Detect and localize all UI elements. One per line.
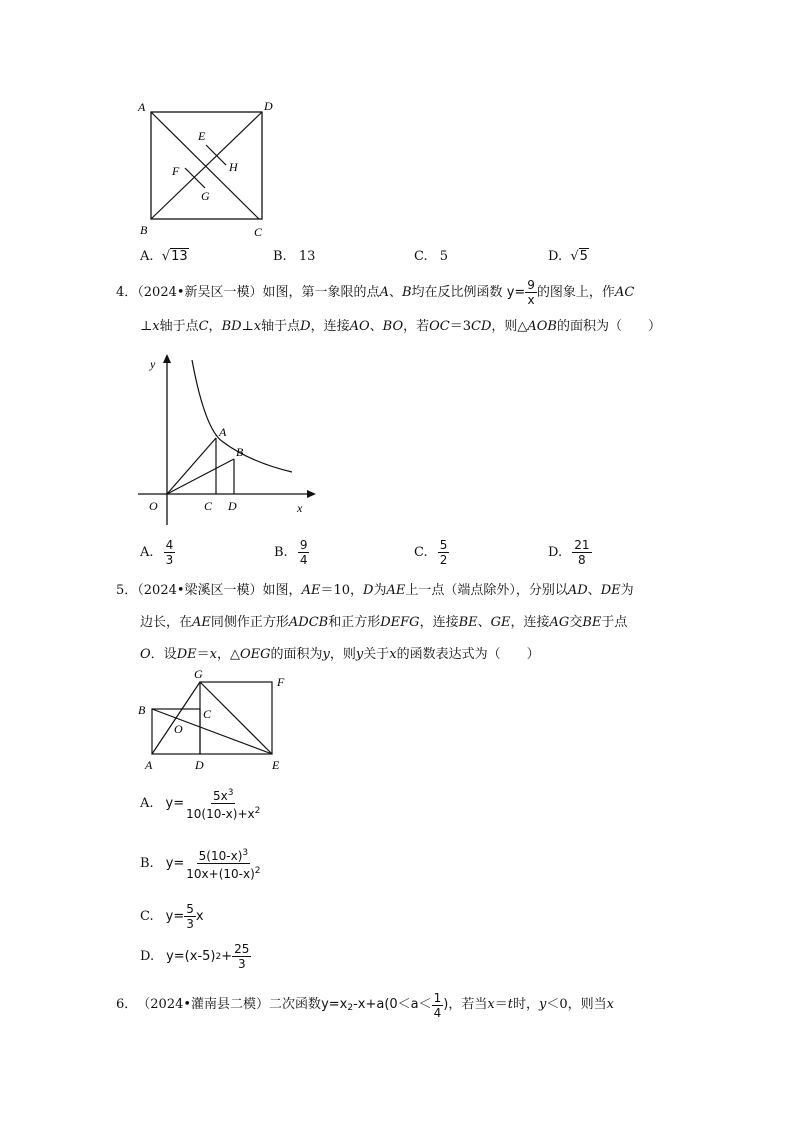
q5-option-b-den-exp: 2 bbox=[254, 866, 261, 876]
q5-var: GE bbox=[490, 615, 511, 630]
q3-label-g: G bbox=[201, 189, 210, 203]
q5-text: 交 bbox=[569, 615, 583, 630]
q6-function-exp: 2 bbox=[347, 1003, 354, 1013]
q5-option-d-frac bbox=[232, 942, 251, 971]
q5-option-a-lhs: y= bbox=[165, 796, 185, 811]
q5-var: O bbox=[140, 647, 151, 662]
q6-var: x bbox=[606, 997, 614, 1012]
q4-text: ⊥ bbox=[140, 319, 153, 334]
q4-text: 轴于点 bbox=[261, 319, 301, 334]
q5-var: OEG bbox=[239, 647, 271, 662]
q4-text: ， bbox=[208, 319, 222, 334]
q4-text: 、 bbox=[369, 319, 383, 334]
q3-option-d[interactable] bbox=[548, 249, 589, 264]
q5-text: 为 bbox=[620, 583, 634, 598]
q4-text: ⊥ bbox=[241, 319, 254, 334]
q5-text: 的面积为 bbox=[270, 647, 323, 662]
q5-text: ，则 bbox=[329, 647, 356, 662]
q5-var: DEFG bbox=[380, 615, 420, 630]
q5-label-o: O bbox=[174, 722, 183, 736]
q4-function-num: 9 bbox=[527, 278, 535, 292]
q5-text: 的函数表达式为（ ） bbox=[396, 647, 540, 662]
q4-text: 轴于点 bbox=[159, 319, 199, 334]
q4-option-c-num: 5 bbox=[439, 538, 448, 552]
q4-option-d-num: 21 bbox=[574, 538, 590, 552]
q4-text: 如图，第一象限的点 bbox=[262, 285, 380, 300]
q4-text: 的面积为（ ） bbox=[557, 319, 662, 334]
q4-text: ，若 bbox=[403, 319, 430, 334]
q3-label-h: H bbox=[229, 160, 238, 174]
q5-var: x bbox=[389, 647, 397, 662]
q4-label-o: O bbox=[149, 499, 158, 513]
q3-figure bbox=[130, 95, 290, 240]
q3-option-b-text: 13 bbox=[298, 249, 316, 264]
q6-var: x bbox=[487, 997, 495, 1012]
q4-text: ＝3 bbox=[449, 319, 472, 334]
q5-option-b-num-text: 5(10-x) bbox=[198, 849, 243, 863]
q5-option-c-frac bbox=[184, 902, 196, 931]
q4-var: C bbox=[198, 319, 209, 334]
q5-option-d-num: 25 bbox=[234, 942, 250, 956]
q4-var: B bbox=[401, 285, 412, 300]
q5-option-d[interactable] bbox=[140, 942, 251, 971]
q4-text: ，连接 bbox=[310, 319, 350, 334]
q3-option-d-sqrt: √5 bbox=[566, 249, 588, 264]
q5-text: 如图， bbox=[262, 583, 302, 598]
q5-option-b-lhs: y= bbox=[165, 856, 185, 871]
q4-var: A bbox=[379, 285, 389, 300]
q5-option-a-den-exp: 2 bbox=[254, 806, 261, 816]
q3-label-a: A bbox=[138, 100, 146, 114]
q4-line-1 bbox=[116, 276, 656, 310]
q5-option-b-num bbox=[197, 846, 250, 864]
q4-option-c-letter: C. bbox=[414, 545, 428, 560]
q5-text: 同侧作正方形 bbox=[210, 615, 289, 630]
q4-function-den: x bbox=[527, 293, 535, 307]
q5-text: ，连接 bbox=[510, 615, 550, 630]
q5-figure bbox=[132, 665, 302, 775]
q5-label-e: E bbox=[272, 758, 280, 772]
q6-function-num: 1 bbox=[433, 990, 442, 1005]
q4-option-a-letter: A. bbox=[140, 545, 154, 560]
q5-label-c: C bbox=[203, 707, 212, 721]
q5-label-g: G bbox=[194, 667, 203, 681]
q6-source: （2024•灌南县二模） bbox=[137, 997, 270, 1012]
q4-text: 、 bbox=[388, 285, 402, 300]
q5-var: DE bbox=[600, 583, 621, 598]
q5-option-b-den-text: 10x+(10-x) bbox=[186, 867, 255, 881]
q3-line-f-g bbox=[185, 168, 205, 188]
q5-option-b-letter: B. bbox=[140, 856, 154, 871]
q5-var: y bbox=[355, 647, 364, 662]
q5-option-c-letter: C. bbox=[140, 909, 154, 924]
q5-option-a-den-text: 10(10-x)+x bbox=[186, 807, 255, 821]
q5-option-d-den: 3 bbox=[237, 957, 246, 971]
q5-label-d: D bbox=[195, 758, 204, 772]
q3-option-c-text: 5 bbox=[439, 249, 449, 264]
q4-function-lhs: y= bbox=[506, 285, 526, 300]
q5-text: ．设 bbox=[150, 647, 177, 662]
q5-option-a-letter: A. bbox=[140, 796, 154, 811]
q5-option-b[interactable] bbox=[140, 846, 263, 881]
q4-var: BO bbox=[382, 319, 404, 334]
q5-option-c-den: 3 bbox=[186, 917, 194, 931]
q4-option-b-num: 9 bbox=[299, 538, 308, 552]
q3-label-b: B bbox=[140, 223, 148, 237]
q5-option-c-tail: x bbox=[195, 909, 204, 924]
q6-text: ＜0，则当 bbox=[546, 997, 607, 1012]
q5-label-b: B bbox=[138, 703, 146, 717]
q5-var: AE bbox=[386, 583, 406, 598]
q3-option-d-radicand: 5 bbox=[579, 249, 588, 264]
q6-function-part: ) bbox=[443, 997, 449, 1012]
q5-option-d-lhs: y=(x-5) bbox=[166, 949, 216, 964]
q5-var: ADCB bbox=[288, 615, 329, 630]
q4-label-x: x bbox=[297, 501, 303, 515]
q5-label-f: F bbox=[277, 675, 285, 689]
q4-label-d: D bbox=[228, 499, 237, 513]
q3-option-a[interactable] bbox=[140, 249, 189, 264]
q5-text: 为 bbox=[373, 583, 387, 598]
q5-option-a[interactable] bbox=[140, 786, 262, 821]
q4-option-c-den: 2 bbox=[439, 553, 448, 567]
q3-option-b[interactable] bbox=[273, 249, 315, 264]
q4-option-a-frac bbox=[164, 538, 176, 567]
q5-option-d-plus: + bbox=[221, 949, 233, 964]
q5-text: 、 bbox=[587, 583, 601, 598]
q4-line-2 bbox=[140, 310, 680, 344]
q5-option-c[interactable] bbox=[140, 902, 204, 931]
q3-option-c-letter: C. bbox=[414, 249, 428, 264]
q5-line-1 bbox=[116, 574, 656, 608]
q4-var: x bbox=[152, 319, 160, 334]
q4-option-b[interactable] bbox=[274, 538, 309, 567]
q4-number: 4． bbox=[116, 285, 138, 300]
q5-var: BE bbox=[582, 615, 602, 630]
q6-function-frac bbox=[432, 991, 444, 1020]
q3-line-e-h bbox=[206, 145, 226, 165]
q5-option-b-num-exp: 3 bbox=[242, 848, 249, 858]
q4-label-y: y bbox=[150, 357, 156, 371]
q3-option-d-letter: D. bbox=[548, 249, 563, 264]
q6-function-den: 4 bbox=[433, 1005, 442, 1020]
q5-var: D bbox=[363, 583, 374, 598]
q3-label-e: E bbox=[198, 129, 206, 143]
q4-option-a[interactable] bbox=[140, 538, 175, 567]
q6-function-part: y=x bbox=[321, 997, 348, 1012]
q4-option-b-letter: B. bbox=[274, 545, 288, 560]
q5-option-b-den bbox=[184, 864, 262, 881]
q4-option-c-frac bbox=[438, 538, 450, 567]
q4-text: ，则△ bbox=[491, 319, 528, 334]
q5-text: ，连接 bbox=[419, 615, 459, 630]
q5-var: AE bbox=[301, 583, 321, 598]
q5-line-b-e bbox=[152, 709, 272, 754]
q4-option-b-frac bbox=[298, 538, 310, 567]
q6-text: ＝ bbox=[494, 997, 508, 1012]
q4-option-d-den: 8 bbox=[578, 553, 586, 567]
q6-text: 二次函数 bbox=[269, 997, 322, 1012]
q4-figure bbox=[130, 350, 330, 530]
q5-var: DE bbox=[176, 647, 197, 662]
q5-option-c-num: 5 bbox=[186, 902, 194, 916]
q4-var: AC bbox=[614, 285, 635, 300]
q3-option-b-letter: B. bbox=[273, 249, 287, 264]
q4-line-o-a bbox=[167, 438, 216, 494]
q5-option-d-exp: 2 bbox=[215, 951, 222, 962]
q4-function bbox=[506, 278, 537, 307]
q5-text: ＝ bbox=[196, 647, 210, 662]
q5-text: ＝10， bbox=[320, 583, 363, 598]
q5-option-a-frac bbox=[184, 786, 262, 821]
q4-label-b: B bbox=[236, 445, 244, 459]
q5-label-a: A bbox=[145, 758, 153, 772]
q5-text: 、 bbox=[477, 615, 491, 630]
q3-option-a-letter: A. bbox=[140, 249, 154, 264]
q4-y-arrow bbox=[163, 354, 171, 363]
q4-option-a-den: 3 bbox=[165, 553, 174, 567]
q4-option-a-num: 4 bbox=[165, 538, 174, 552]
q5-line-2 bbox=[140, 606, 680, 640]
q5-option-a-num bbox=[211, 786, 235, 804]
q5-option-b-frac bbox=[184, 846, 262, 881]
q3-option-c[interactable] bbox=[414, 249, 448, 264]
q5-number: 5． bbox=[116, 583, 138, 598]
q4-var: CD bbox=[471, 319, 492, 334]
q4-var: AOB bbox=[527, 319, 557, 334]
q4-var: OC bbox=[429, 319, 450, 334]
q5-option-a-den bbox=[184, 804, 262, 821]
q4-source: （2024•新吴区一模） bbox=[137, 285, 263, 300]
q3-label-d: D bbox=[264, 99, 273, 113]
q6-var: t bbox=[507, 997, 513, 1012]
q4-option-d-frac bbox=[572, 538, 591, 567]
q4-var: AO bbox=[349, 319, 370, 334]
q5-var: AD bbox=[567, 583, 588, 598]
q3-option-a-radicand: 13 bbox=[171, 249, 188, 264]
q4-option-d-letter: D. bbox=[548, 545, 563, 560]
q5-var: BE bbox=[458, 615, 478, 630]
q4-function-frac bbox=[525, 278, 537, 307]
q5-var: AE bbox=[192, 615, 211, 630]
q6-function bbox=[321, 985, 448, 1025]
q6-line-1 bbox=[116, 985, 656, 1025]
q5-option-a-num-exp: 3 bbox=[227, 788, 234, 798]
q5-option-d-letter: D. bbox=[140, 949, 155, 964]
q6-var: y bbox=[538, 997, 547, 1012]
q5-text: 和正方形 bbox=[328, 615, 381, 630]
q4-option-d[interactable] bbox=[548, 538, 592, 567]
q4-text: 均在反比例函数 bbox=[411, 285, 503, 300]
q4-label-a: A bbox=[219, 425, 227, 439]
q3-option-a-sqrt: √13 bbox=[157, 249, 188, 264]
q5-option-c-lhs: y= bbox=[165, 909, 185, 924]
q4-label-c: C bbox=[204, 499, 213, 513]
q6-number: 6． bbox=[116, 997, 138, 1012]
q4-var: BD bbox=[221, 319, 242, 334]
q6-function-part: -x+a(0＜a＜ bbox=[353, 997, 432, 1012]
q5-text: 上一点（端点除外），分别以 bbox=[405, 583, 568, 598]
q3-label-c: C bbox=[254, 225, 263, 239]
q5-text: 边长，在 bbox=[140, 615, 193, 630]
q4-var: x bbox=[253, 319, 262, 334]
q4-option-c[interactable] bbox=[414, 538, 449, 567]
q6-text: 时， bbox=[512, 997, 539, 1012]
q5-var: AG bbox=[549, 615, 570, 630]
q5-source: （2024•梁溪区一模） bbox=[137, 583, 263, 598]
q5-option-a-num-text: 5x bbox=[213, 789, 228, 803]
q4-text: 的图象上，作 bbox=[536, 285, 615, 300]
q4-line-o-b bbox=[167, 459, 234, 494]
q5-text: ，△ bbox=[216, 647, 240, 662]
q5-text: 于点 bbox=[601, 615, 628, 630]
q6-text: ，若当 bbox=[448, 997, 488, 1012]
q4-option-b-den: 4 bbox=[299, 553, 308, 567]
q3-label-f: F bbox=[172, 164, 180, 178]
q5-var: y bbox=[322, 647, 330, 662]
q4-var: D bbox=[300, 319, 311, 334]
q4-x-arrow bbox=[307, 490, 316, 498]
q5-var: x bbox=[209, 647, 217, 662]
q5-text: 关于 bbox=[363, 647, 390, 662]
